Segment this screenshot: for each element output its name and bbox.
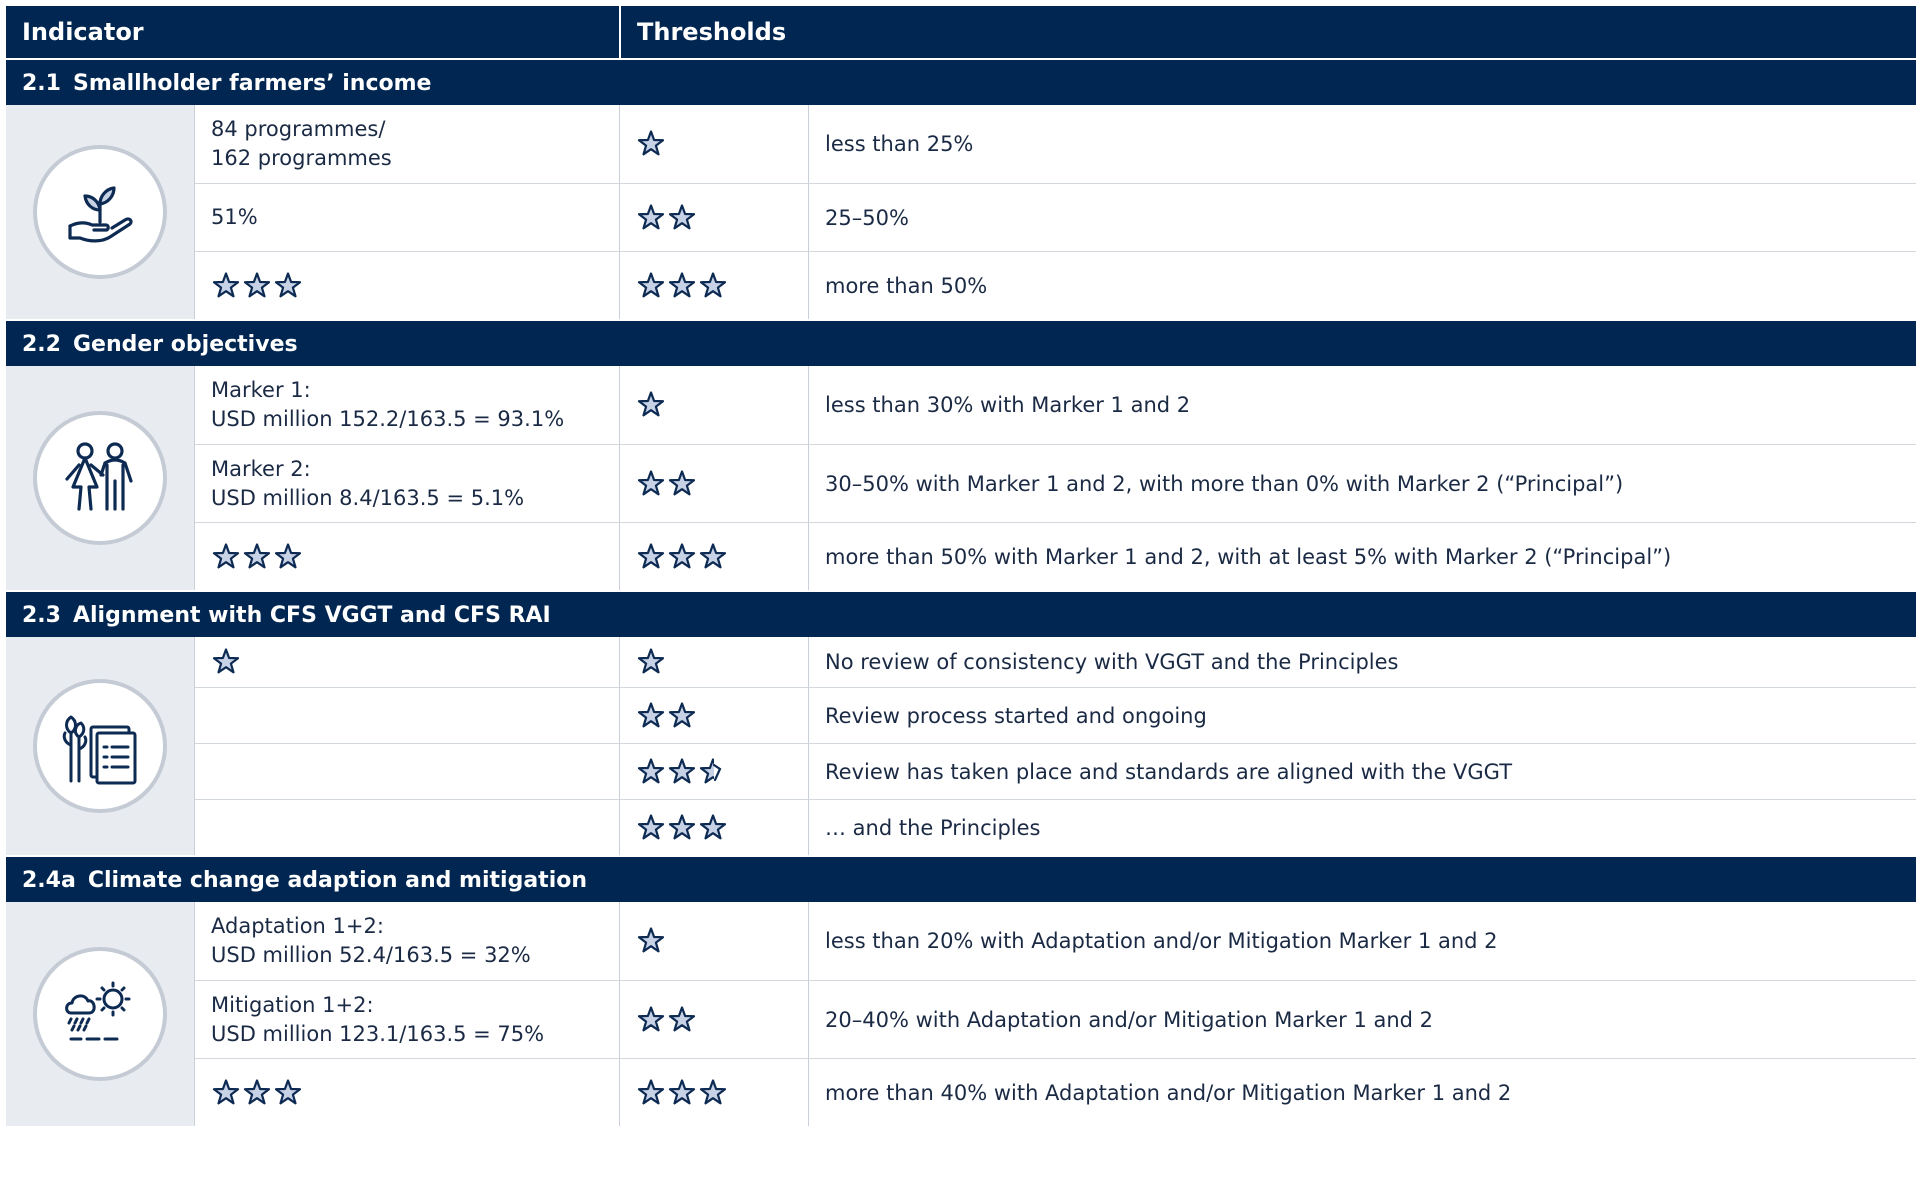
star-icon xyxy=(273,271,303,301)
section-icon-panel xyxy=(6,637,195,855)
indicator-table xyxy=(6,6,1916,1126)
threshold-text: 25–50% xyxy=(825,205,909,230)
value-cell xyxy=(195,744,620,799)
star-icon xyxy=(636,813,666,843)
value-text: Marker 1: USD million 152.2/163.5 = 93.1% xyxy=(211,378,565,431)
section-title: Gender objectives xyxy=(72,332,298,357)
value-cell xyxy=(195,252,620,319)
star-icon xyxy=(636,542,666,572)
star-icon xyxy=(211,1078,241,1108)
star-rating xyxy=(636,469,697,499)
threshold-text: 20–40% with Adaptation and/or Mitigation Marker 1 and 2 xyxy=(825,1007,1434,1032)
section-icon-panel xyxy=(6,902,195,1126)
threshold-text: Review has taken place and standards are aligned with the VGGT xyxy=(825,759,1513,784)
star-icon xyxy=(273,542,303,572)
threshold-stars-cell xyxy=(620,800,809,855)
threshold-stars-cell xyxy=(620,184,809,251)
section-title-bar xyxy=(6,590,1916,637)
value-cell xyxy=(195,105,620,183)
star-icon xyxy=(698,813,728,843)
value-cell xyxy=(195,637,620,687)
star-rating xyxy=(636,757,728,787)
value-cell xyxy=(195,902,620,980)
table-row xyxy=(195,1058,1916,1126)
star-icon xyxy=(636,1078,666,1108)
threshold-stars-cell xyxy=(620,688,809,743)
star-icon xyxy=(667,813,697,843)
threshold-stars-cell xyxy=(620,902,809,980)
wheat-document-icon xyxy=(33,679,167,813)
value-cell xyxy=(195,800,620,855)
star-rating xyxy=(636,1078,728,1108)
star-icon xyxy=(636,926,666,956)
section-icon-panel xyxy=(6,366,195,590)
star-icon xyxy=(211,542,241,572)
star-icon xyxy=(698,1078,728,1108)
threshold-stars-cell xyxy=(620,744,809,799)
section-number: 2.3 xyxy=(22,603,61,628)
threshold-text: 30–50% with Marker 1 and 2, with more than 0% with Marker 2 (“Principal”) xyxy=(825,471,1624,496)
star-rating xyxy=(636,647,666,677)
star-icon xyxy=(273,1078,303,1108)
threshold-text: No review of consistency with VGGT and the Principles xyxy=(825,650,1399,674)
star-rating xyxy=(211,542,303,572)
section-number: 2.2 xyxy=(22,332,61,357)
star-rating xyxy=(211,647,241,677)
section-icon-panel xyxy=(6,105,195,319)
table-header xyxy=(6,6,1916,58)
section-smallholder-income xyxy=(6,58,1916,319)
section-gender-objectives xyxy=(6,319,1916,590)
star-rating xyxy=(636,926,666,956)
table-row xyxy=(195,444,1916,522)
table-row xyxy=(195,366,1916,444)
star-rating xyxy=(636,129,666,159)
section-number: 2.4a xyxy=(22,868,76,893)
star-icon xyxy=(242,271,272,301)
star-rating xyxy=(211,1078,303,1108)
star-icon xyxy=(636,647,666,677)
table-row xyxy=(195,743,1916,799)
star-icon xyxy=(636,757,666,787)
star-rating xyxy=(211,271,303,301)
star-icon xyxy=(667,757,697,787)
table-row xyxy=(195,799,1916,855)
value-cell xyxy=(195,523,620,590)
value-cell xyxy=(195,688,620,743)
table-row xyxy=(195,687,1916,743)
star-icon xyxy=(211,647,241,677)
star-icon xyxy=(636,129,666,159)
hand-plant-icon xyxy=(33,145,167,279)
section-title-bar xyxy=(6,855,1916,902)
star-icon xyxy=(667,1005,697,1035)
threshold-text: … and the Principles xyxy=(825,815,1041,840)
star-rating xyxy=(636,542,728,572)
table-row xyxy=(195,902,1916,980)
star-icon xyxy=(242,542,272,572)
star-rating xyxy=(636,813,728,843)
value-text: 51% xyxy=(211,205,258,229)
star-icon xyxy=(698,542,728,572)
section-number: 2.1 xyxy=(22,71,61,96)
threshold-text: more than 40% with Adaptation and/or Mitigation Marker 1 and 2 xyxy=(825,1080,1512,1105)
star-icon xyxy=(636,469,666,499)
star-rating xyxy=(636,1005,697,1035)
threshold-stars-cell xyxy=(620,1059,809,1126)
value-cell xyxy=(195,184,620,251)
star-icon xyxy=(636,390,666,420)
star-rating xyxy=(636,390,666,420)
threshold-text: Review process started and ongoing xyxy=(825,703,1207,728)
star-icon xyxy=(211,271,241,301)
section-title: Alignment with CFS VGGT and CFS RAI xyxy=(72,603,551,628)
section-cfs-alignment xyxy=(6,590,1916,855)
threshold-text: less than 20% with Adaptation and/or Mitigation Marker 1 and 2 xyxy=(825,929,1498,953)
star-icon xyxy=(636,1005,666,1035)
section-climate-change xyxy=(6,855,1916,1126)
table-row xyxy=(195,183,1916,251)
value-cell xyxy=(195,981,620,1058)
section-title-bar xyxy=(6,58,1916,105)
threshold-stars-cell xyxy=(620,252,809,319)
threshold-text: less than 30% with Marker 1 and 2 xyxy=(825,393,1191,417)
section-title-bar xyxy=(6,319,1916,366)
star-icon xyxy=(636,701,666,731)
value-text: Adaptation 1+2: USD million 52.4/163.5 = 32% xyxy=(211,914,531,967)
star-icon xyxy=(667,203,697,233)
star-icon xyxy=(667,701,697,731)
value-cell xyxy=(195,366,620,444)
threshold-stars-cell xyxy=(620,981,809,1058)
header-thresholds: Thresholds xyxy=(619,6,1916,58)
value-text: Mitigation 1+2: USD million 123.1/163.5 = 75% xyxy=(211,992,545,1046)
threshold-text: less than 25% xyxy=(825,132,974,156)
star-rating xyxy=(636,203,697,233)
threshold-stars-cell xyxy=(620,105,809,183)
star-icon xyxy=(667,469,697,499)
star-icon xyxy=(667,271,697,301)
threshold-stars-cell xyxy=(620,366,809,444)
star-icon xyxy=(698,271,728,301)
table-row xyxy=(195,105,1916,183)
table-row xyxy=(195,522,1916,590)
star-icon xyxy=(242,1078,272,1108)
weather-icon xyxy=(33,947,167,1081)
threshold-stars-cell xyxy=(620,445,809,522)
threshold-stars-cell xyxy=(620,523,809,590)
star-icon xyxy=(667,1078,697,1108)
star-icon xyxy=(636,271,666,301)
value-cell xyxy=(195,1059,620,1126)
table-row xyxy=(195,637,1916,687)
threshold-stars-cell xyxy=(620,637,809,687)
star-rating xyxy=(636,271,728,301)
table-row xyxy=(195,980,1916,1058)
section-title: Climate change adaption and mitigation xyxy=(87,868,588,893)
value-text: Marker 2: USD million 8.4/163.5 = 5.1% xyxy=(211,456,525,510)
star-icon xyxy=(636,203,666,233)
threshold-text: more than 50% with Marker 1 and 2, with at least 5% with Marker 2 (“Principal”) xyxy=(825,544,1672,569)
value-text: 84 programmes/ 162 programmes xyxy=(211,117,392,170)
star-rating xyxy=(636,701,697,731)
threshold-text: more than 50% xyxy=(825,273,988,298)
half-star-icon xyxy=(698,757,728,787)
value-cell xyxy=(195,445,620,522)
table-row xyxy=(195,251,1916,319)
people-icon xyxy=(33,411,167,545)
star-icon xyxy=(667,542,697,572)
header-indicator: Indicator xyxy=(22,18,144,46)
section-title: Smallholder farmers’ income xyxy=(72,71,432,96)
